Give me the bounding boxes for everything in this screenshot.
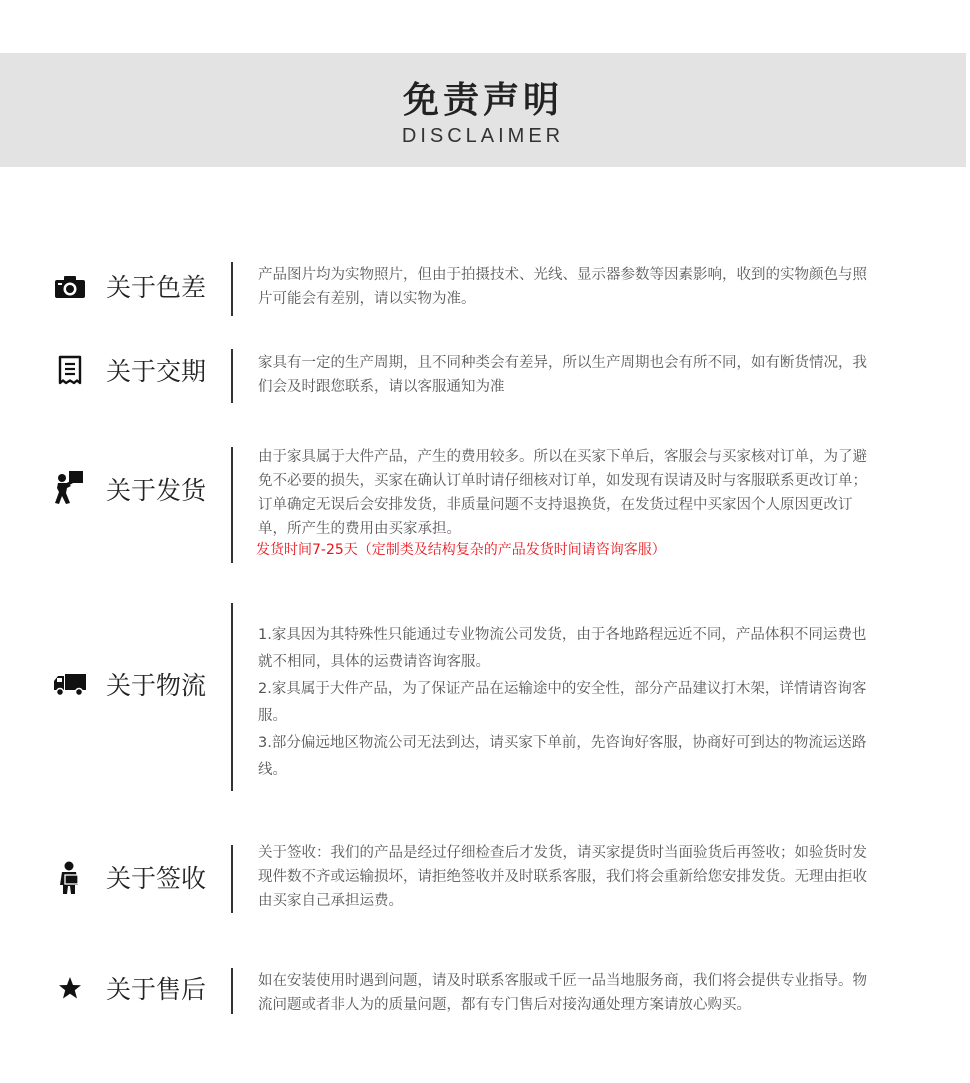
page-title: 免责声明 bbox=[402, 80, 563, 121]
truck-icon bbox=[53, 668, 87, 702]
delivery-person-icon bbox=[53, 471, 87, 505]
star-icon bbox=[53, 971, 87, 1005]
paragraph: 如在安装使用时遇到问题，请及时联系客服或千匠一品当地服务商，我们将会提供专业指导。物流问题或者非人为的质量问题，都有专门售后对接沟通处理方案请放心购买。 bbox=[258, 973, 867, 1013]
section-divider bbox=[231, 262, 233, 316]
section-label: 关于交期 bbox=[106, 357, 207, 386]
section-text bbox=[258, 351, 878, 399]
section-text bbox=[258, 622, 878, 784]
section-label: 关于物流 bbox=[106, 671, 207, 700]
courier-icon bbox=[53, 861, 87, 895]
section-divider bbox=[231, 968, 233, 1014]
camera-icon bbox=[53, 270, 87, 304]
section-divider bbox=[231, 603, 233, 791]
section-label: 关于色差 bbox=[106, 273, 207, 302]
section-label: 关于售后 bbox=[106, 975, 207, 1004]
section-text bbox=[258, 445, 878, 559]
paragraph: 家具有一定的生产周期，且不同种类会有差异，所以生产周期也会有所不同，如有断货情况，我们会及时跟您联系，请以客服通知为准 bbox=[258, 355, 867, 395]
section-divider bbox=[231, 845, 233, 913]
section-divider bbox=[231, 349, 233, 403]
section-text bbox=[258, 263, 878, 311]
paragraph: 关于签收：我们的产品是经过仔细检查后才发货，请买家提货时当面验货后再签收；如验货时发现件数不齐或运输损坏，请拒绝签收并及时联系客服，我们将会重新给您安排发货。无理由拒收由买家自己承担运费。 bbox=[258, 845, 867, 909]
section-text bbox=[258, 969, 878, 1017]
section-text bbox=[258, 841, 878, 913]
paragraph: 产品图片均为实物照片，但由于拍摄技术、光线、显示器参数等因素影响，收到的实物颜色与照片可能会有差别，请以实物为准。 bbox=[258, 267, 867, 307]
section-divider bbox=[231, 447, 233, 563]
paragraph: 1.家具因为其特殊性只能通过专业物流公司发货，由于各地路程远近不同，产品体积不同运费也就不相同，具体的运费请咨询客服。 bbox=[258, 627, 867, 670]
section-label: 关于签收 bbox=[106, 864, 207, 893]
section-label: 关于发货 bbox=[106, 476, 207, 505]
paragraph: 3.部分偏远地区物流公司无法到达，请买家下单前，先咨询好客服，协商好可到达的物流运送路线。 bbox=[258, 735, 867, 778]
paragraph: 由于家具属于大件产品，产生的费用较多。所以在买家下单后，客服会与买家核对订单，为了避免不必要的损失，买家在确认订单时请仔细核对订单，如发现有误请及时与客服联系更改订单；订单确定无误后会安排发货，非质量问题不支持退换货，在发货过程中买家因个人原因更改订单，所产生的费用由买家承担。 bbox=[258, 449, 867, 537]
receipt-icon bbox=[53, 353, 87, 387]
shipping-time-notice: 发货时间7-25天（定制类及结构复杂的产品发货时间请咨询客服） bbox=[256, 542, 666, 558]
page-subtitle: DISCLAIMER bbox=[401, 125, 565, 147]
paragraph: 2.家具属于大件产品，为了保证产品在运输途中的安全性，部分产品建议打木架，详情请咨询客服。 bbox=[258, 681, 867, 724]
